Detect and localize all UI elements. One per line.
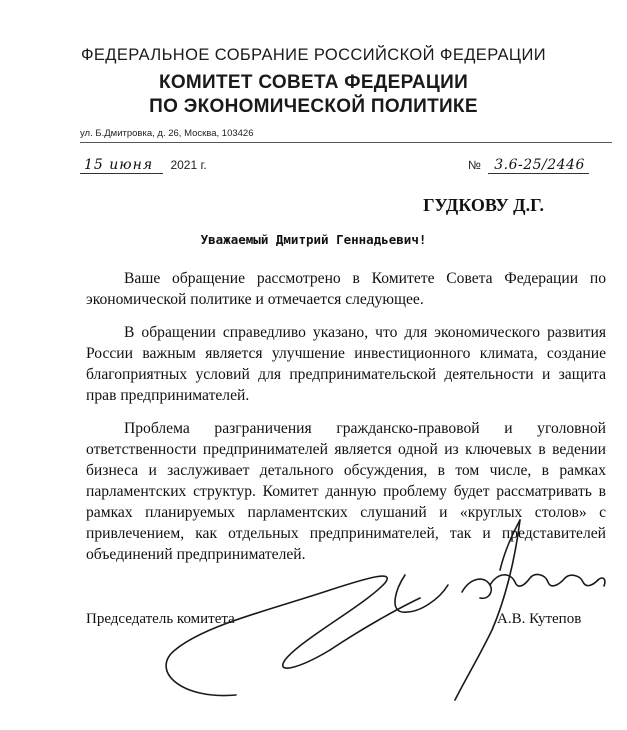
- handwritten-date: 15 июня: [80, 157, 163, 174]
- date-year: 2021 г.: [170, 158, 207, 172]
- addressee: ГУДКОВУ Д.Г.: [423, 195, 544, 215]
- letterhead-address: ул. Б.Дмитровка, д. 26, Москва, 103426: [80, 128, 254, 139]
- signer-name: А.В. Кутепов: [497, 611, 582, 627]
- body-paragraph-2: В обращении справедливо указано, что для экономического развития России важным является улучшение инвестиционного климата, создание благоприятных условий для предпринимательской деятельности и защита прав предпринимателей.: [86, 324, 606, 404]
- handwritten-number: 3.6-25/2446: [488, 157, 589, 174]
- letterhead-committee-subject: ПО ЭКОНОМИЧЕСКОЙ ПОЛИТИКЕ: [149, 96, 478, 117]
- body-paragraph-3: Проблема разграничения гражданско-правовой и уголовной ответственности предпринимателей является одной из ключевых в ведении бизнеса и заслуживает детального обсуждения, в том числе, в рамках парламентских структур. Комитет данную проблему будет рассматривать в рамках планируемых парламентских слушаний и «круглых столов» с привлечением, как отдельных предпринимателей, так и представителей объединений предпринимателей.: [86, 420, 606, 563]
- letter-date: [80, 157, 207, 174]
- signer-title: Председатель комитета: [86, 611, 235, 627]
- letterhead-federal-assembly: ФЕДЕРАЛЬНОЕ СОБРАНИЕ РОССИЙСКОЙ ФЕДЕРАЦИИ: [80, 46, 547, 64]
- number-sign: №: [468, 158, 481, 172]
- letterhead-divider: [80, 142, 612, 143]
- letterhead-committee: КОМИТЕТ СОВЕТА ФЕДЕРАЦИИ: [158, 72, 469, 93]
- letter-number: [468, 157, 589, 174]
- body-paragraph-1: Ваше обращение рассмотрено в Комитете Совета Федерации по экономической политике и отмечается следующее.: [86, 270, 606, 308]
- greeting: Уважаемый Дмитрий Геннадьевич!: [200, 232, 427, 247]
- letter-body: [86, 268, 606, 577]
